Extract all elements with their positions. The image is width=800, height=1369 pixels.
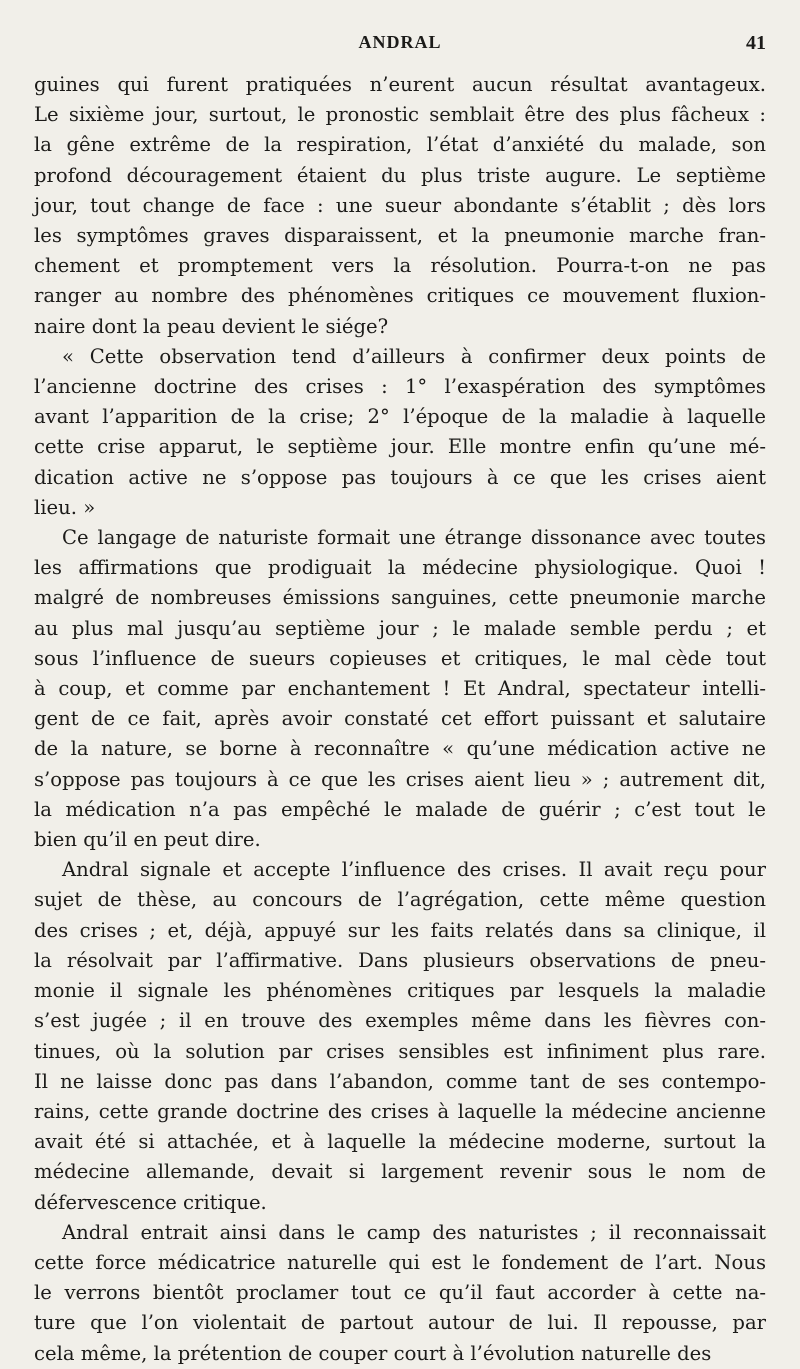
text-line: chement et promptement vers la résolution. Pourra-t-on ne pas [34,254,766,278]
paragraph [34,70,766,342]
text-line: cette crise apparut, le septième jour. Elle montre enfin qu’une mé- [34,435,766,459]
running-title: ANDRAL [358,32,442,52]
text-line: la résolvait par l’affirmative. Dans plusieurs observations de pneu- [34,948,766,972]
text-line: rains, cette grande doctrine des crises à laquelle la médecine ancienne [34,1099,766,1123]
text-line: la médication n’a pas empêché le malade de guérir ; c’est tout le [34,797,766,821]
text-line: ture que l’on violentait de partout autour de lui. Il repousse, par [34,1311,766,1335]
text-line: Andral entrait ainsi dans le camp des naturistes ; il reconnaissait [62,1220,766,1244]
paragraph [34,855,766,1217]
text-line: des crises ; et, déjà, appuyé sur les faits relatés dans sa clinique, il [34,918,766,942]
text-line: défervescence critique. [34,1190,267,1214]
text-line: médecine allemande, devait si largement revenir sous le nom de [34,1160,766,1184]
text-line: au plus mal jusqu’au septième jour ; le malade semble perdu ; et [34,616,766,640]
body-text [34,70,766,1369]
paragraph [34,523,766,855]
page-header [34,30,766,70]
text-line: Andral signale et accepte l’influence des crises. Il avait reçu pour [62,858,766,882]
text-line: gent de ce fait, après avoir constaté cet effort puissant et salutaire [34,707,766,731]
text-line: les symptômes graves disparaissent, et la pneumonie marche fran- [34,224,766,248]
text-line: naire dont la peau devient le siége? [34,314,389,338]
text-line: cela même, la prétention de couper court à l’évolution naturelle des [34,1341,712,1365]
paragraph [34,1218,766,1369]
text-line: la gêne extrême de la respiration, l’état d’anxiété du malade, son [34,133,766,157]
page-number: 41 [746,32,766,54]
text-line: avait été si attachée, et à laquelle la médecine moderne, surtout la [34,1130,766,1154]
text-line: s’est jugée ; il en trouve des exemples même dans les fièvres con- [34,1009,766,1033]
text-line: de la nature, se borne à reconnaître « qu’une médication active ne [34,737,766,761]
text-line: avant l’apparition de la crise; 2° l’époque de la maladie à laquelle [34,405,766,429]
text-line: dication active ne s’oppose pas toujours à ce que les crises aient [34,465,766,489]
text-line: ranger au nombre des phénomènes critiques ce mouvement fluxion- [34,284,766,308]
text-line: jour, tout change de face : une sueur abondante s’établit ; dès lors [34,193,766,217]
paragraph [34,342,766,523]
text-line: sous l’influence de sueurs copieuses et critiques, le mal cède tout [34,646,766,670]
text-line: s’oppose pas toujours à ce que les crises aient lieu » ; autrement dit, [34,767,766,791]
text-line: Le sixième jour, surtout, le pronostic semblait être des plus fâcheux : [34,103,766,127]
text-line: sujet de thèse, au concours de l’agrégation, cette même question [34,888,766,912]
text-line: Ce langage de naturiste formait une étrange dissonance avec toutes [62,526,766,550]
text-line: « Cette observation tend d’ailleurs à confirmer deux points de [62,344,766,368]
text-line: le verrons bientôt proclamer tout ce qu’il faut accorder à cette na- [34,1281,766,1305]
text-line: malgré de nombreuses émissions sanguines, cette pneumonie marche [34,586,766,610]
text-line: lieu. » [34,495,96,519]
text-line: l’ancienne doctrine des crises : 1° l’exaspération des symptômes [34,375,766,399]
text-line: Il ne laisse donc pas dans l’abandon, comme tant de ses contempo- [34,1069,766,1093]
text-line: les affirmations que prodiguait la médecine physiologique. Quoi ! [34,556,766,580]
text-line: bien qu’il en peut dire. [34,828,261,852]
text-line: tinues, où la solution par crises sensibles est infiniment plus rare. [34,1039,766,1063]
text-line: cette force médicatrice naturelle qui est le fondement de l’art. Nous [34,1250,766,1274]
text-line: profond découragement étaient du plus triste augure. Le septième [34,163,766,187]
text-line: monie il signale les phénomènes critiques par lesquels la maladie [34,979,766,1003]
text-line: à coup, et comme par enchantement ! Et Andral, spectateur intelli- [34,677,766,701]
text-line: guines qui furent pratiquées n’eurent aucun résultat avantageux. [34,73,766,96]
